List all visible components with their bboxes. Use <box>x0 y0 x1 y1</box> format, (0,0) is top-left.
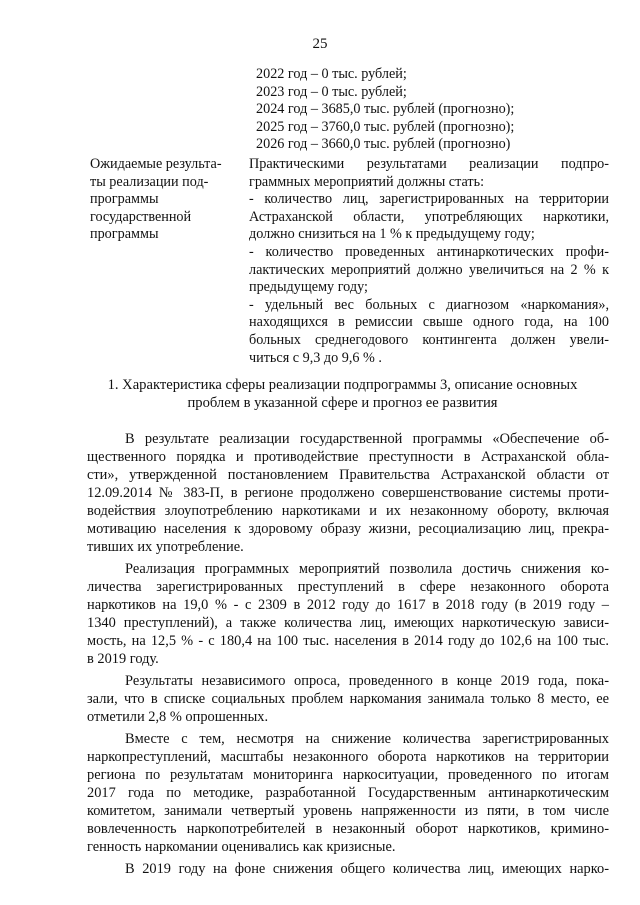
text-line: вовлеченность наркопотребителей в незаконный оборот наркотиков, кримино- <box>87 821 609 837</box>
budget-line: 2026 год – 3660,0 тыс. рублей (прогнозно) <box>256 136 511 153</box>
text-line: 2017 года по методике, разработанной Государственным антинаркотическим <box>87 785 609 801</box>
text-line: наркопреступлений, масштабы незаконного оборота наркотиков на территории <box>87 749 609 765</box>
text-line: тивших их употребление. <box>87 539 244 555</box>
text-line: щественного порядка и противодействие преступности в Астраханской обла- <box>87 449 609 465</box>
text-line: генность наркомании оценивались как кризисные. <box>87 839 396 855</box>
results-line: предыдущему году; <box>249 279 368 296</box>
section-heading <box>80 376 605 413</box>
results-line: Практическими результатами реализации подпро- <box>249 156 609 172</box>
text-line: мость, на 12,5 % - с 180,4 на 100 тыс. населения в 2014 году до 102,6 на 100 тыс. <box>87 633 609 649</box>
paragraph <box>87 730 609 856</box>
text-line: В результате реализации государственной программы «Обеспечение об- <box>125 431 609 447</box>
results-line: - количество лиц, зарегистрированных на территории <box>249 191 609 208</box>
label-line: ты реализации под- <box>90 173 209 190</box>
text-line: сти», утвержденной постановлением Правительства Астраханской области от <box>87 467 609 483</box>
budget-line: 2023 год – 0 тыс. рублей; <box>256 83 407 100</box>
text-line: мотивацию населения к здоровому образу жизни, ресоциализацию лиц, прекра- <box>87 521 609 537</box>
text-line: 12.09.2014 № 383-П, в регионе продолжено совершенствование системы проти- <box>87 485 609 501</box>
text-line: 1340 преступлений), а также количества лиц, имеющих наркотическую зависи- <box>87 615 609 631</box>
expected-results-text <box>249 156 609 367</box>
paragraph <box>87 860 609 878</box>
page-number: 25 <box>312 36 328 52</box>
results-line: - удельный вес больных с диагнозом «наркомания», <box>249 296 609 313</box>
label-line: программы <box>90 226 159 243</box>
text-line: отметили 2,8 % опрошенных. <box>87 709 269 725</box>
heading-line: проблем в указанной сфере и прогноз ее развития <box>187 395 498 412</box>
text-line: региона по результатам мониторинга наркоситуации, проведенного по итогам <box>87 767 609 783</box>
text-line: Результаты независимого опроса, проведенного в конце 2019 года, пока- <box>125 673 609 689</box>
heading-line: 1. Характеристика сферы реализации подпрограммы 3, описание основных <box>107 377 578 393</box>
budget-list <box>256 66 514 154</box>
results-line: должно снизиться на 1 % к предыдущему году; <box>249 226 535 243</box>
label-line: государственной <box>90 208 192 225</box>
expected-results-label <box>90 156 240 244</box>
label-line: Ожидаемые результа- <box>90 156 222 172</box>
results-line: читься с 9,3 до 9,6 % . <box>249 349 382 366</box>
text-line: водействия злоупотреблению наркотиками и их незаконному обороту, включая <box>87 503 609 519</box>
body-text <box>87 430 609 882</box>
label-line: программы <box>90 191 159 208</box>
text-line: личества зарегистрированных преступлений в сфере незаконного оборота <box>87 579 609 595</box>
paragraph <box>87 672 609 726</box>
text-line: Реализация программных мероприятий позволила достичь снижения ко- <box>125 561 609 577</box>
text-line: зали, что в списке социальных проблем наркомания занимала только 8 место, ее <box>87 691 609 707</box>
budget-line: 2025 год – 3760,0 тыс. рублей (прогнозно); <box>256 118 515 135</box>
text-line: наркотиков на 19,0 % - с 2309 в 2012 году до 1617 в 2018 году (в 2019 году – <box>87 597 609 613</box>
budget-line: 2022 год – 0 тыс. рублей; <box>256 66 407 82</box>
results-line: лактических мероприятий должно увеличиться на 2 % к <box>249 261 609 278</box>
results-line: находящихся в ремиссии свыше одного года, на 100 <box>249 314 609 331</box>
text-line: В 2019 году на фоне снижения общего количества лиц, имеющих нарко- <box>125 861 609 877</box>
results-line: больных среднегодового контингента должен увели- <box>249 331 609 348</box>
results-line: - количество проведенных антинаркотических профи- <box>249 243 609 260</box>
paragraph <box>87 560 609 668</box>
text-line: Вместе с тем, несмотря на снижение количества зарегистрированных <box>125 731 609 747</box>
text-line: комитетом, занимали четвертый уровень напряженности из пяти, в том числе <box>87 803 609 819</box>
paragraph <box>87 430 609 556</box>
results-line: граммных мероприятий должны стать: <box>249 173 485 190</box>
budget-line: 2024 год – 3685,0 тыс. рублей (прогнозно); <box>256 101 515 118</box>
results-line: Астраханской области, употребляющих наркотики, <box>249 208 609 225</box>
text-line: в 2019 году. <box>87 651 159 667</box>
